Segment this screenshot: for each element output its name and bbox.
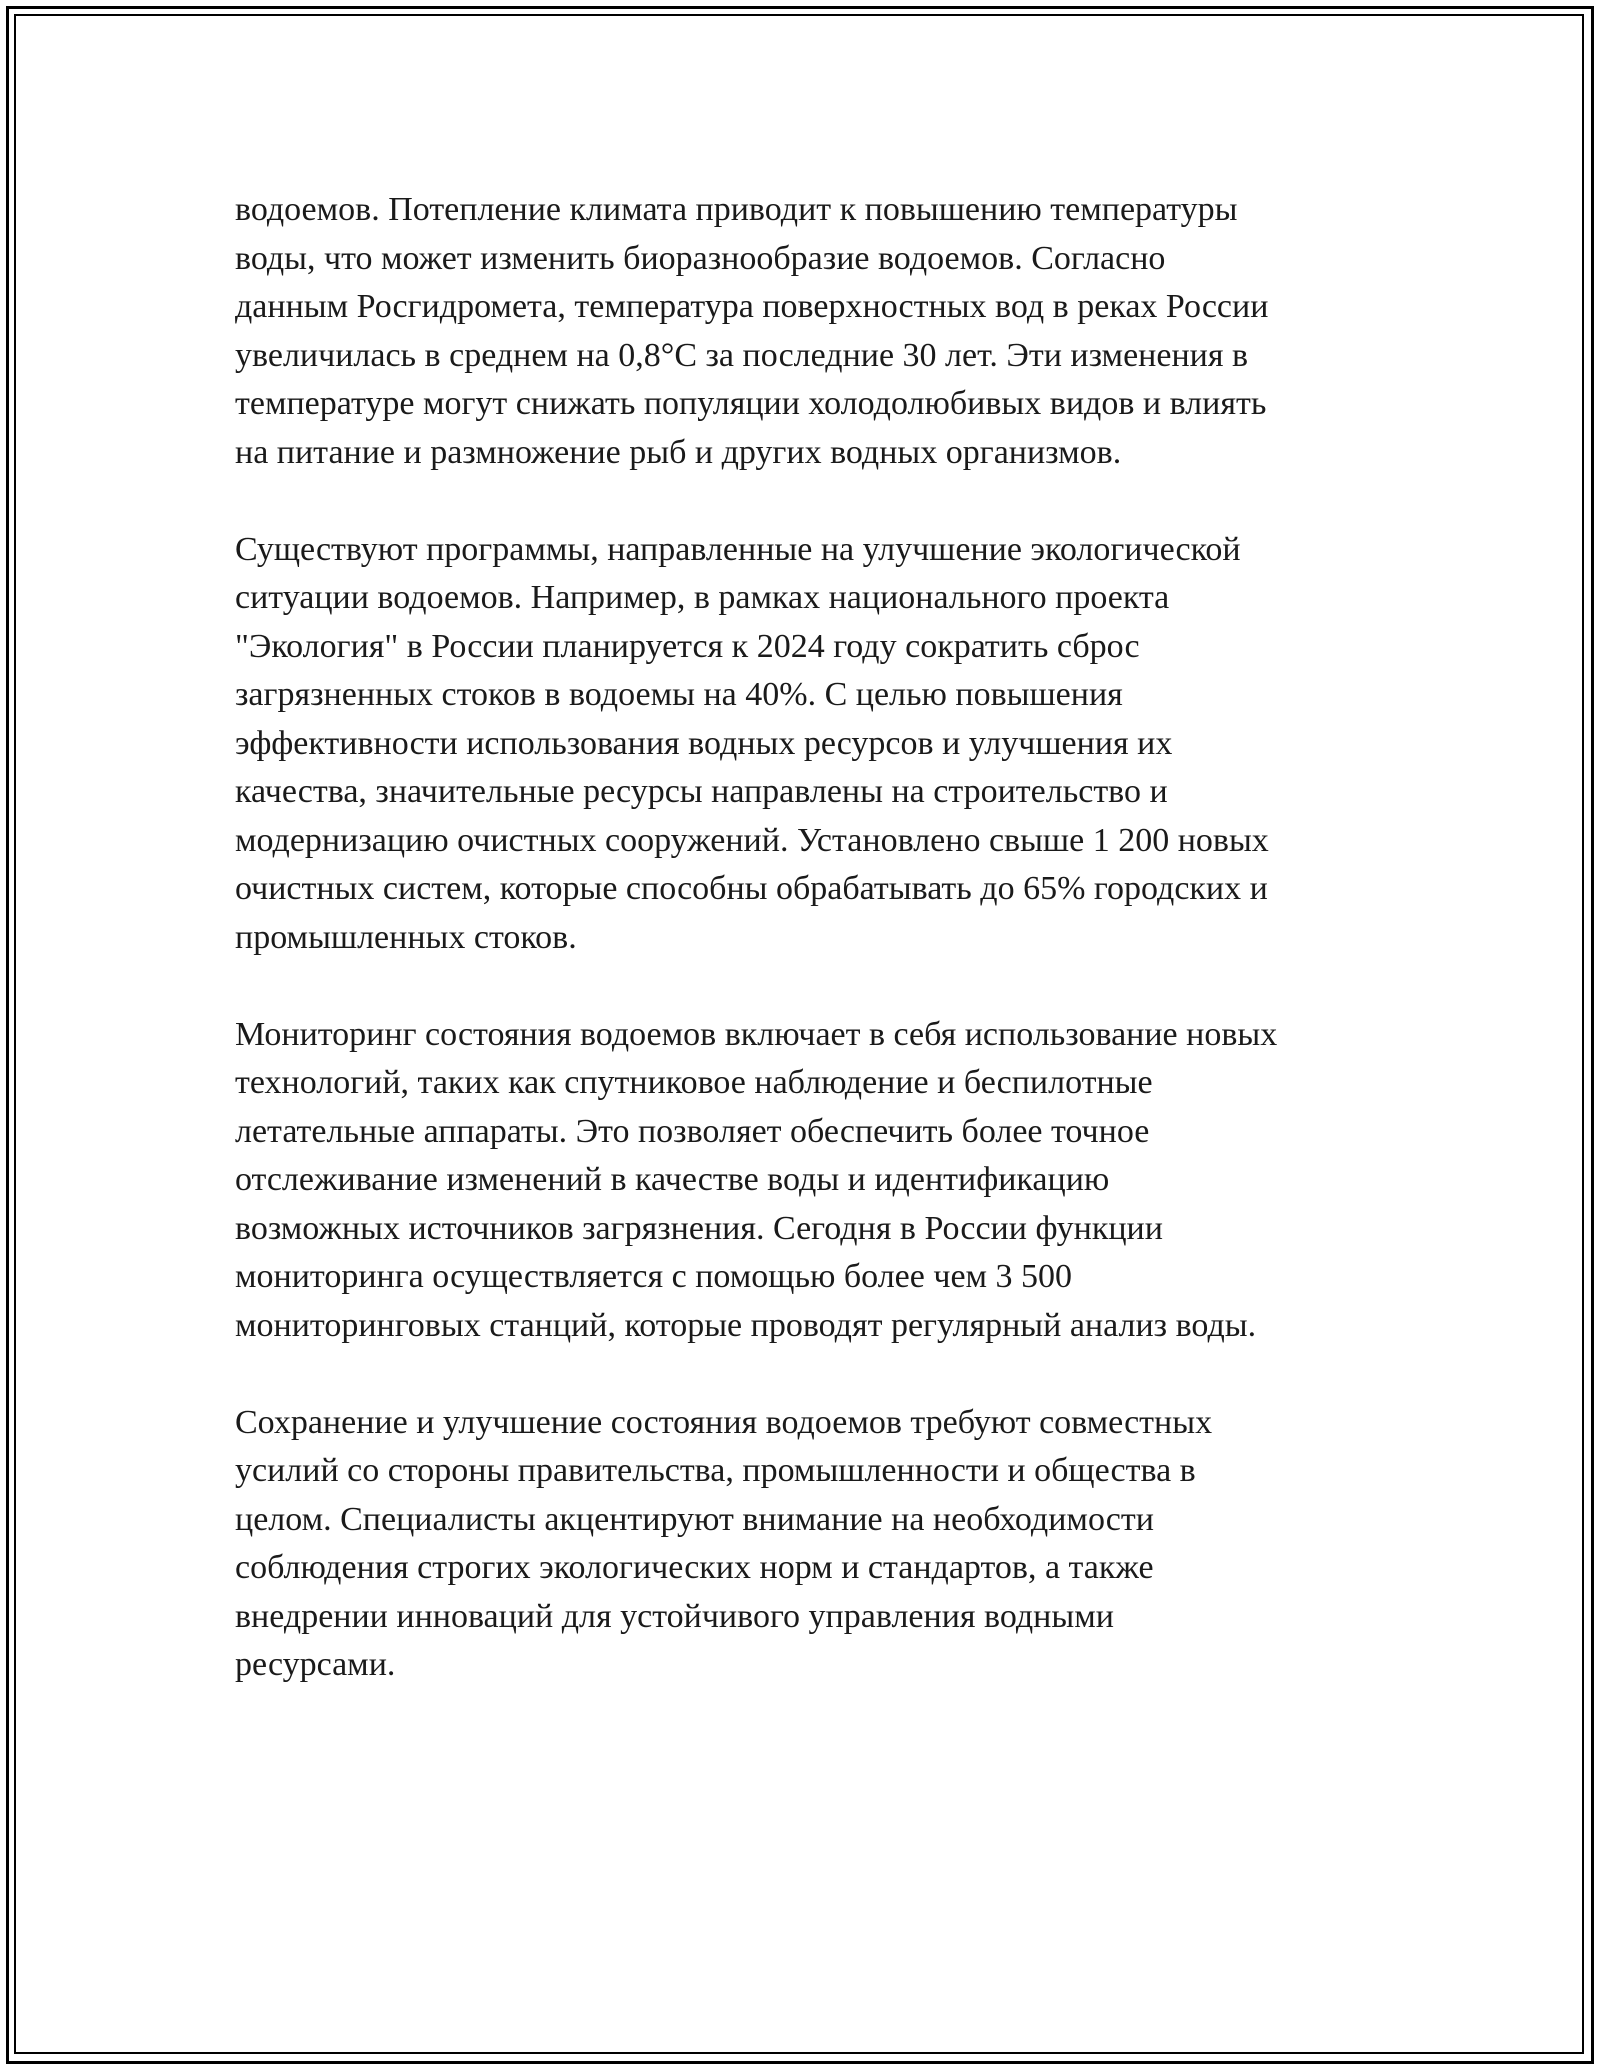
text-line: Сохранение и улучшение состояния водоемов требуют совместных	[235, 1403, 1213, 1441]
paragraph-conservation	[235, 1399, 1385, 1690]
text-line: мониторинга осуществляется с помощью более чем 3 500	[235, 1258, 1073, 1295]
text-line: данным Росгидромета, температура поверхностных вод в реках России	[235, 288, 1269, 325]
text-line: отслеживание изменений в качестве воды и идентификацию	[235, 1161, 1110, 1198]
text-line: мониторинговых станций, которые проводят регулярный анализ воды.	[235, 1306, 1257, 1344]
paragraph-climate-warming	[235, 186, 1385, 477]
text-line: модернизацию очистных сооружений. Установлено свыше 1 200 новых	[235, 821, 1269, 859]
text-line: на питание и размножение рыб и других водных организмов.	[235, 433, 1122, 471]
text-line: очистных систем, которые способны обрабатывать до 65% городских и	[235, 870, 1268, 907]
text-line: летательные аппараты. Это позволяет обеспечить более точное	[235, 1112, 1150, 1150]
paragraph-monitoring	[235, 1011, 1385, 1351]
paragraph-improvement-programs	[235, 526, 1385, 963]
text-line: технологий, таких как спутниковое наблюдение и беспилотные	[235, 1064, 1153, 1101]
text-line: эффективности использования водных ресурсов и улучшения их	[235, 724, 1173, 762]
text-line: внедрении инноваций для устойчивого управления водными	[235, 1597, 1114, 1635]
text-line: Существуют программы, направленные на улучшение экологической	[235, 530, 1241, 568]
text-line: качества, значительные ресурсы направлены на строительство и	[235, 773, 1168, 810]
text-line: температуре могут снижать популяции холодолюбивых видов и влиять	[235, 385, 1267, 422]
text-line: увеличилась в среднем на 0,8°C за последние 30 лет. Эти изменения в	[235, 336, 1249, 374]
text-line: усилий со стороны правительства, промышленности и общества в	[235, 1452, 1196, 1489]
text-line: возможных источников загрязнения. Сегодня в России функции	[235, 1209, 1163, 1247]
text-line: соблюдения строгих экологических норм и стандартов, а также	[235, 1549, 1154, 1586]
text-line: промышленных стоков.	[235, 918, 577, 956]
text-line: ресурсами.	[235, 1646, 396, 1683]
text-line: водоемов. Потепление климата приводит к повышению температуры	[235, 191, 1238, 228]
text-line: загрязненных стоков в водоемы на 40%. С целью повышения	[235, 676, 1123, 713]
text-line: воды, что может изменить биоразнообразие водоемов. Согласно	[235, 239, 1166, 277]
text-line: ситуации водоемов. Например, в рамках национального проекта	[235, 579, 1170, 616]
document-body	[235, 186, 1385, 1738]
text-line: "Экология" в России планируется к 2024 году сократить сброс	[235, 627, 1140, 665]
text-line: целом. Специалисты акцентируют внимание на необходимости	[235, 1500, 1154, 1538]
text-line: Мониторинг состояния водоемов включает в себя использование новых	[235, 1015, 1278, 1053]
